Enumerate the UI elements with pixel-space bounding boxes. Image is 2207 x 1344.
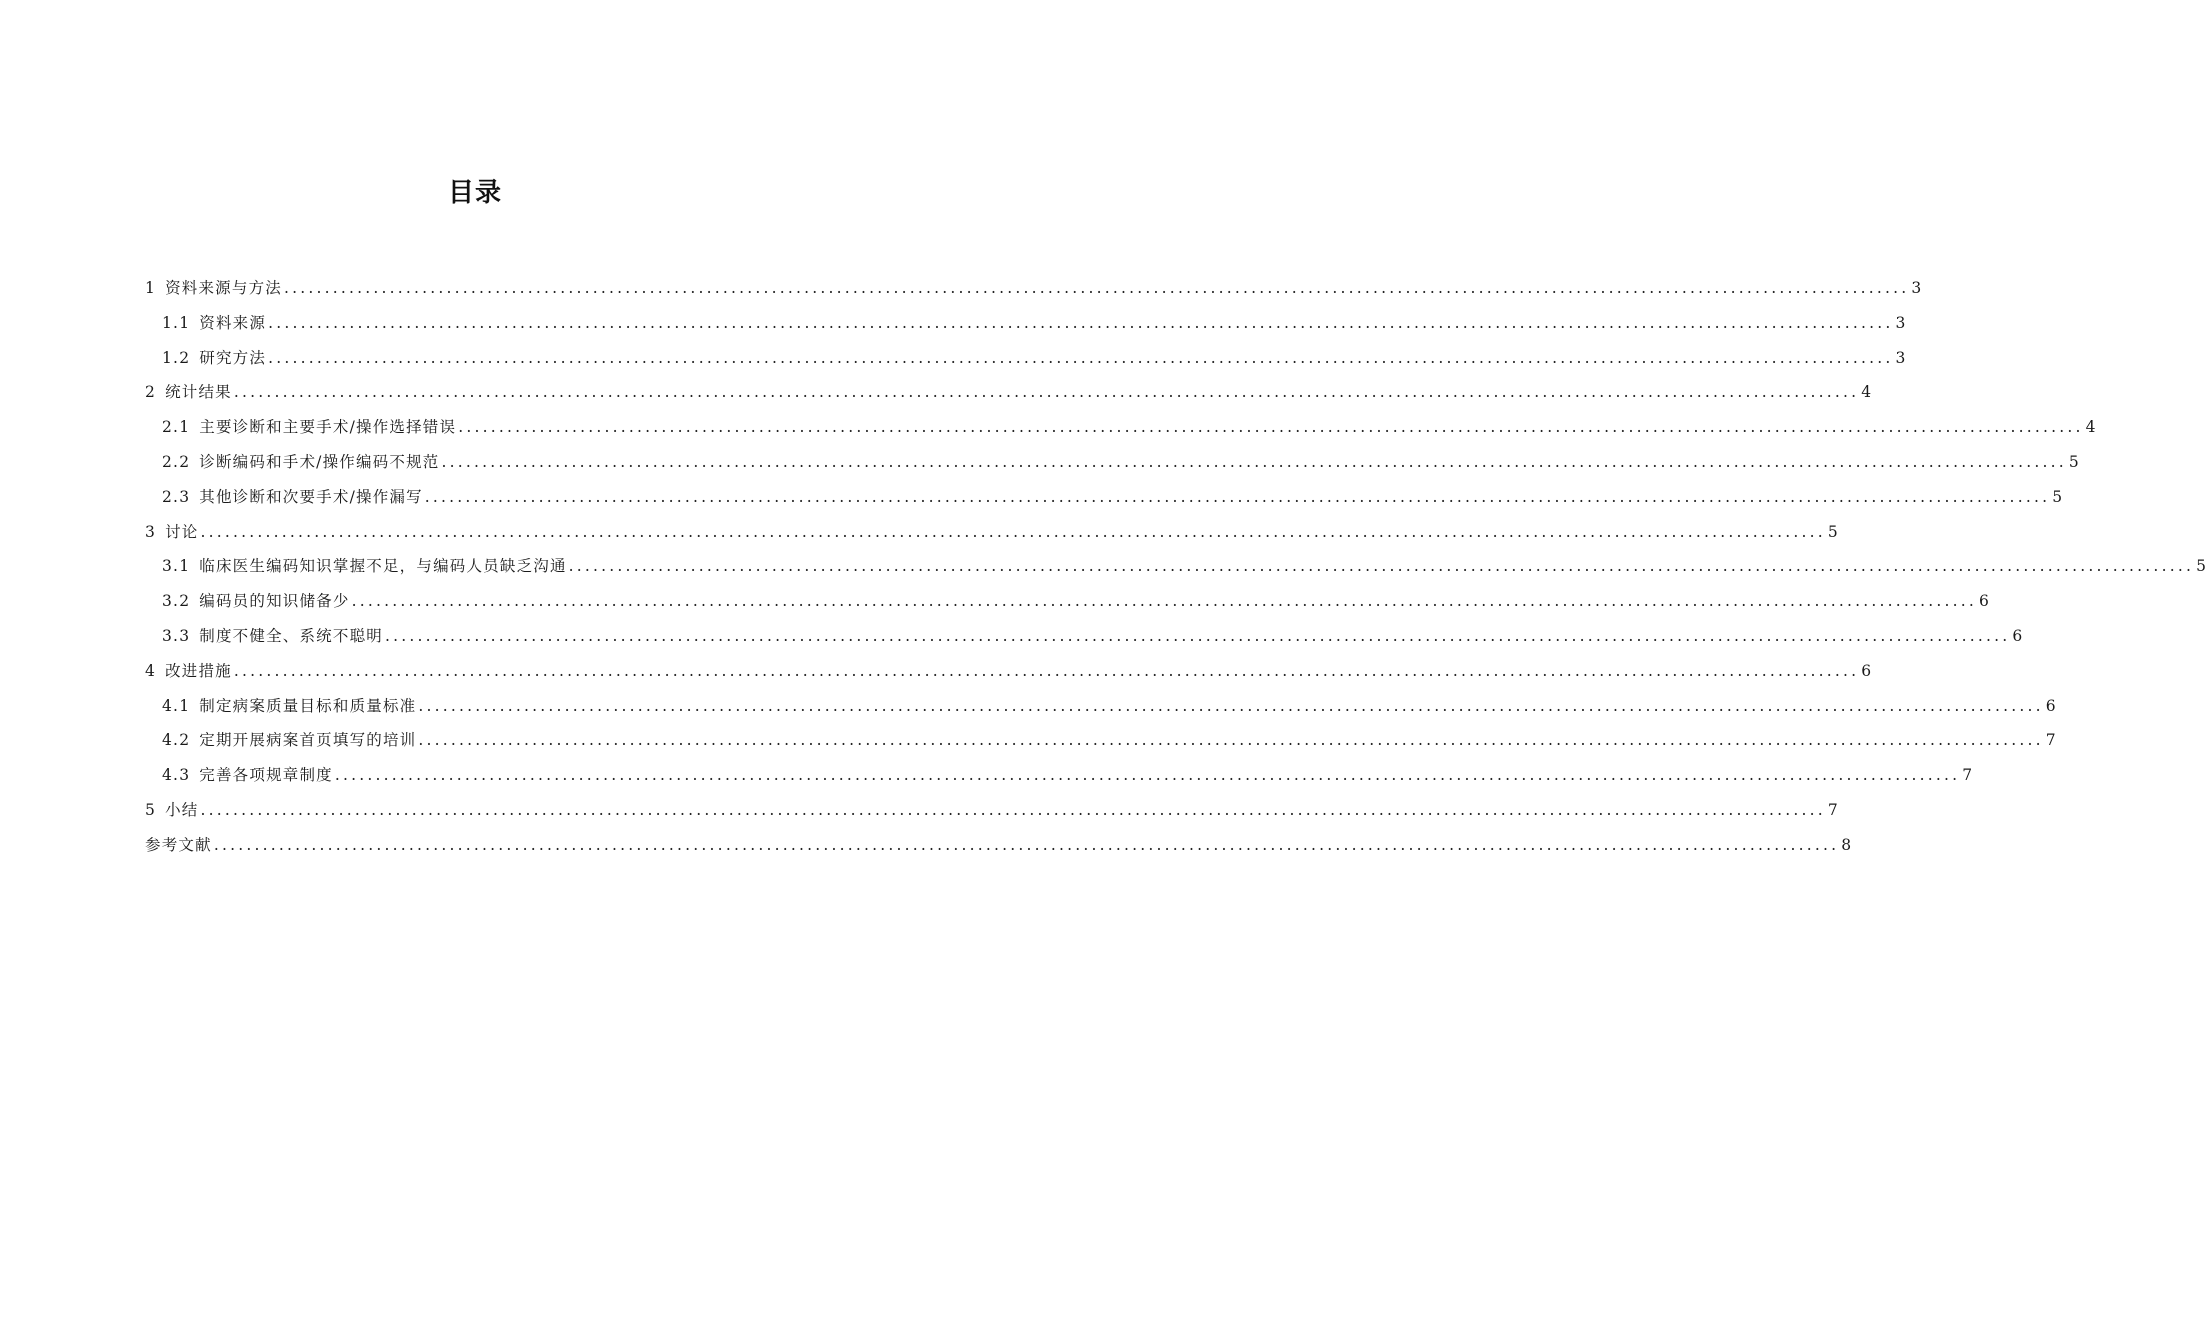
toc-entry-label: 小结 xyxy=(165,800,199,819)
toc-entry-number: 2.3 xyxy=(162,487,191,506)
toc-entry[interactable] xyxy=(145,554,2207,589)
toc-entry[interactable] xyxy=(145,311,1907,346)
table-of-contents xyxy=(145,276,2207,868)
toc-entry-number: 1 xyxy=(145,279,157,297)
toc-leader-dots: ........................................................................................................................................................................................................ xyxy=(233,661,1860,680)
toc-leader-dots: ........................................................................................................................................................................................................ xyxy=(418,696,2044,715)
toc-entry-label: 主要诊断和主要手术/操作选择错误 xyxy=(199,418,457,437)
toc-entry-label: 定期开展病案首页填写的培训 xyxy=(199,731,417,750)
toc-entry[interactable] xyxy=(145,415,2097,450)
toc-entry-number: 1.2 xyxy=(162,348,191,367)
toc-entry-page: 5 xyxy=(2196,557,2207,576)
toc-entry[interactable] xyxy=(145,520,1839,555)
toc-entry[interactable] xyxy=(145,833,1853,868)
toc-entry[interactable] xyxy=(145,276,1923,311)
toc-leader-dots: ........................................................................................................................................................................................................ xyxy=(268,313,1894,332)
toc-leader-dots: ........................................................................................................................................................................................................ xyxy=(384,626,2011,645)
toc-leader-dots: ........................................................................................................................................................................................................ xyxy=(568,557,2195,576)
toc-entry-number: 3.1 xyxy=(162,557,191,576)
toc-entry-page: 4 xyxy=(2085,418,2097,437)
toc-leader-dots: ........................................................................................................................................................................................................ xyxy=(424,487,2051,506)
toc-entry-page: 3 xyxy=(1895,313,1907,332)
toc-leader-dots: ........................................................................................................................................................................................................ xyxy=(200,800,1826,819)
toc-leader-dots: ........................................................................................................................................................................................................ xyxy=(334,766,1961,785)
toc-entry-label: 诊断编码和手术/操作编码不规范 xyxy=(199,452,440,471)
toc-entry-page: 6 xyxy=(1978,592,1991,611)
toc-entry-label: 研究方法 xyxy=(199,348,267,367)
toc-leader-dots: ........................................................................................................................................................................................................ xyxy=(268,348,1894,367)
toc-leader-dots: ........................................................................................................................................................................................................ xyxy=(441,452,2067,471)
toc-entry-label: 统计结果 xyxy=(165,383,232,402)
toc-entry-page: 6 xyxy=(2045,696,2057,715)
toc-entry-page: 5 xyxy=(2052,487,2064,506)
toc-entry-label: 讨论 xyxy=(165,522,199,541)
toc-leader-dots: ........................................................................................................................................................................................................ xyxy=(213,835,1840,854)
toc-entry-number: 2 xyxy=(145,383,157,402)
toc-entry-page: 3 xyxy=(1895,348,1907,367)
toc-entry-number: 4 xyxy=(145,661,157,680)
toc-entry[interactable] xyxy=(145,798,1839,833)
toc-entry-page: 7 xyxy=(1962,766,1974,785)
toc-leader-dots: ........................................................................................................................................................................................................ xyxy=(200,522,1826,541)
toc-entry-page: 7 xyxy=(1827,800,1839,819)
toc-leader-dots: ........................................................................................................................................................................................................ xyxy=(283,279,1910,297)
toc-entry-label: 资料来源 xyxy=(199,313,267,332)
toc-entry-page: 6 xyxy=(1861,661,1873,680)
toc-leader-dots: ........................................................................................................................................................................................................ xyxy=(233,383,1860,402)
toc-entry-number: 3.3 xyxy=(162,626,191,645)
toc-entry-label: 编码员的知识储备少 xyxy=(199,592,350,611)
toc-leader-dots: ........................................................................................................................................................................................................ xyxy=(351,592,1977,611)
toc-entry-number: 2.2 xyxy=(162,452,191,471)
toc-entry-label: 制定病案质量目标和质量标准 xyxy=(199,696,417,715)
toc-entry[interactable] xyxy=(145,380,1873,415)
toc-entry-number: 3 xyxy=(145,522,157,541)
toc-entry[interactable] xyxy=(145,346,1907,381)
toc-entry[interactable] xyxy=(145,485,2064,520)
toc-entry[interactable] xyxy=(145,763,1974,798)
toc-entry-number: 4.1 xyxy=(162,696,191,715)
toc-entry-label: 改进措施 xyxy=(165,661,232,680)
toc-entry-page: 3 xyxy=(1911,279,1923,297)
toc-entry[interactable] xyxy=(145,589,1991,624)
toc-entry[interactable] xyxy=(145,694,2057,729)
toc-entry-label: 制度不健全、系统不聪明 xyxy=(199,626,383,645)
toc-entry[interactable] xyxy=(145,659,1873,694)
toc-entry-number: 1.1 xyxy=(162,313,191,332)
toc-entry-number: 5 xyxy=(145,800,157,819)
toc-entry-label: 参考文献 xyxy=(145,835,212,854)
toc-entry-number: 4.3 xyxy=(162,766,191,785)
toc-entry-label: 其他诊断和次要手术/操作漏写 xyxy=(199,487,423,506)
toc-leader-dots: ........................................................................................................................................................................................................ xyxy=(458,418,2084,437)
toc-entry-number: 3.2 xyxy=(162,592,191,611)
toc-entry-page: 8 xyxy=(1841,835,1853,854)
toc-leader-dots: ........................................................................................................................................................................................................ xyxy=(418,731,2044,750)
toc-entry-page: 6 xyxy=(2012,626,2024,645)
toc-entry-label: 资料来源与方法 xyxy=(165,279,282,297)
toc-entry[interactable] xyxy=(145,728,2057,763)
toc-entry-label: 完善各项规章制度 xyxy=(199,766,333,785)
toc-entry-label: 临床医生编码知识掌握不足，与编码人员缺乏沟通 xyxy=(199,557,567,576)
toc-entry[interactable] xyxy=(145,624,2024,659)
toc-entry-page: 7 xyxy=(2045,731,2057,750)
toc-entry[interactable] xyxy=(145,450,2080,485)
toc-entry-page: 5 xyxy=(2068,452,2080,471)
toc-entry-number: 2.1 xyxy=(162,418,191,437)
toc-entry-number: 4.2 xyxy=(162,731,191,750)
toc-entry-page: 5 xyxy=(1827,522,1839,541)
page-title: 目录 xyxy=(447,178,502,208)
toc-entry-page: 4 xyxy=(1861,383,1873,402)
